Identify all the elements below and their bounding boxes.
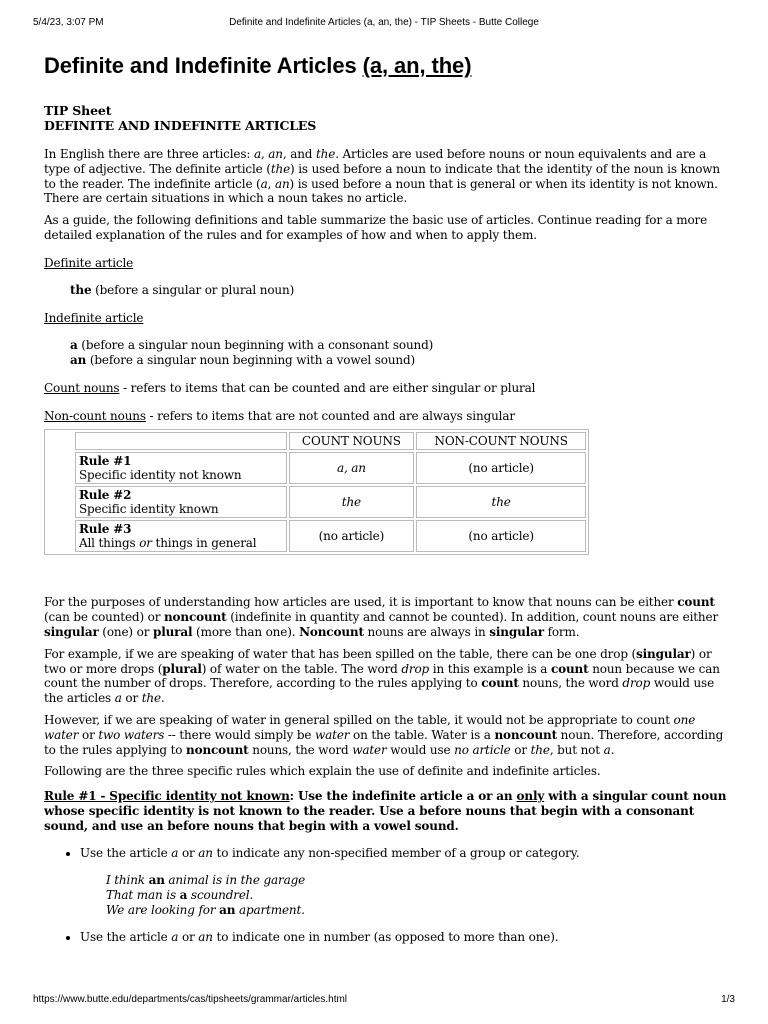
print-url: https://www.butte.edu/departments/cas/tipsheets/grammar/articles.html <box>33 994 348 1005</box>
page-header <box>44 52 728 80</box>
intro-paragraph-2: As a guide, the following definitions and table summarize the basic use of articles. Continue reading for a more detailed explanation of the rules and for examples of how and when to apply them. <box>44 213 708 242</box>
noncount-cell: (no article) <box>416 452 586 484</box>
page-title <box>44 52 728 80</box>
count-cell: the <box>289 486 415 518</box>
article-content <box>44 103 728 945</box>
count-cell: a, an <box>289 452 415 484</box>
page-title-main: Definite and Indefinite Articles <box>44 53 363 78</box>
example-sentence: That man is a scoundrel. <box>106 888 254 903</box>
print-page-title: Definite and Indefinite Articles (a, an, the) - TIP Sheets - Butte College <box>229 17 539 28</box>
indefinite-article-label: Indefinite article <box>44 311 144 326</box>
examples-block <box>44 873 728 917</box>
example-sentence: I think an animal is in the garage <box>106 873 306 888</box>
bullet-list-1 <box>44 846 728 861</box>
page-title-parenthetical: (a, an, the) <box>362 53 472 78</box>
definite-article-label: Definite article <box>44 255 134 270</box>
table-row <box>47 452 586 484</box>
tip-sheet-label: TIP Sheet <box>44 103 112 118</box>
rule-cell: Rule #3 All things or things in general <box>75 520 287 552</box>
count-noncount-paragraph: For the purposes of understanding how articles are used, it is important to know that nouns can be either count (can be counted) or noncount (indefinite in quantity and cannot be counted). In addition, count nouns are either singular (one) or plural (more than one). Noncount nouns are always in singular form. <box>44 595 719 639</box>
noncount-cell: (no article) <box>416 520 586 552</box>
count-cell: (no article) <box>289 520 415 552</box>
print-datetime: 5/4/23, 3:07 PM <box>33 17 104 28</box>
water-drop-paragraph: For example, if we are speaking of water that has been spilled on the table, there can be one drop (singular) or two or more drops (plural) of water on the table. The word drop in this example is a count noun because we can count the number of drops. Therefore, according to the rules applying to count nouns, the word drop would use the articles a or the. <box>44 646 720 706</box>
rule-cell: Rule #1 Specific identity not known <box>75 452 287 484</box>
table-header-row <box>47 432 586 450</box>
list-item: • Use the article a or an to indicate any non-specified member of a group or category. <box>80 846 728 861</box>
header-noncount-nouns: NON-COUNT NOUNS <box>416 432 586 450</box>
rule-1-heading: Rule #1 - Specific identity not known: Use the indefinite article a or an only with a singular count noun whose specific identity is not known to the reader. Use a before nouns that begin with a consonant sound, and use an before nouns that begin with a vowel sound. <box>44 789 727 833</box>
print-header <box>33 17 735 31</box>
noncount-cell: the <box>416 486 586 518</box>
print-page-number: 1/3 <box>721 994 735 1005</box>
table-spacer <box>47 432 73 552</box>
table-corner-cell <box>75 432 287 450</box>
water-general-paragraph: However, if we are speaking of water in general spilled on the table, it would not be appropriate to count one water or two waters -- there would simply be water on the table. Water is a noncount noun. Therefore, according to the rules applying to noncount nouns, the word water would use no article or the, but not a. <box>44 712 724 757</box>
tip-sheet-heading: DEFINITE AND INDEFINITE ARTICLES <box>44 118 317 133</box>
table-row <box>47 486 586 518</box>
example-sentence: We are looking for an apartment. <box>106 902 305 917</box>
noncount-nouns-def: Non-count nouns - refers to items that are not counted and are always singular <box>44 408 515 423</box>
following-rules-paragraph: Following are the three specific rules which explain the use of definite and indefinite articles. <box>44 764 601 779</box>
table-row <box>47 520 586 552</box>
articles-table <box>44 429 589 555</box>
print-footer <box>33 994 735 1008</box>
indefinite-a-def: a (before a singular noun beginning with a consonant sound) <box>70 338 434 353</box>
count-nouns-def: Count nouns - refers to items that can be counted and are either singular or plural <box>44 380 536 395</box>
definite-article-def: the (before a singular or plural noun) <box>70 282 295 297</box>
rule-cell: Rule #2 Specific identity known <box>75 486 287 518</box>
list-item: • Use the article a or an to indicate one in number (as opposed to more than one). <box>80 930 728 945</box>
bullet-list-2 <box>44 930 728 945</box>
intro-paragraph-1: In English there are three articles: a, an, and the. Articles are used before nouns or noun equivalents and are a type of adjective. The definite article (the) is used before a noun to indicate that the identity of the noun is known to the reader. The indefinite article (a, an) is used before a noun that is general or when its identity is not known. There are certain situations in which a noun takes no article. <box>44 147 721 206</box>
indefinite-an-def: an (before a singular noun beginning with a vowel sound) <box>70 352 416 367</box>
header-count-nouns: COUNT NOUNS <box>289 432 415 450</box>
